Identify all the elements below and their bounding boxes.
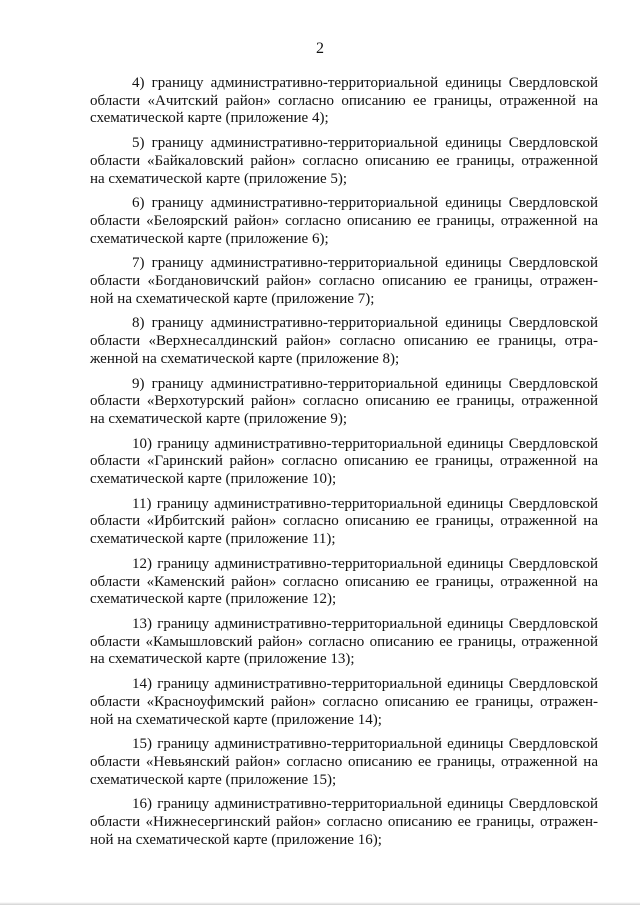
text-line: 9) границу административно-территориальной единицы Свердловской — [132, 375, 598, 392]
text-line: женной на схематической карте (приложение 8); — [90, 350, 400, 367]
text-line: схематической карте (приложение 11); — [90, 531, 336, 548]
text-line: области «Верхнесалдинский район» согласно описанию ее границы, отра- — [90, 333, 598, 350]
text-line: 8) границу административно-территориальной единицы Свердловской — [132, 315, 598, 332]
page-number: 2 — [316, 40, 324, 57]
list-item — [90, 315, 598, 368]
text-line: ной на схематической карте (приложение 16); — [90, 831, 382, 848]
text-line: области «Гаринский район» согласно описанию ее границы, отраженной на — [90, 453, 598, 470]
text-line: области «Верхотурский район» согласно описанию ее границы, отраженной — [90, 393, 598, 410]
text-line: схематической карте (приложение 6); — [90, 230, 329, 247]
text-line: схематической карте (приложение 15); — [90, 771, 337, 788]
text-line: 14) границу административно-территориальной единицы Свердловской — [132, 676, 598, 693]
text-line: области «Невьянский район» согласно описанию ее границы, отраженной на — [90, 753, 598, 770]
text-line: ной на схематической карте (приложение 14); — [90, 711, 382, 728]
list-item — [90, 135, 598, 188]
text-line: области «Ирбитский район» согласно описанию ее границы, отраженной на — [90, 513, 598, 530]
text-line: области «Каменский район» согласно описанию ее границы, отраженной на — [90, 573, 598, 590]
text-line: 11) границу административно-территориальной единицы Свердловской — [132, 495, 598, 512]
text-line: 13) границу административно-территориальной единицы Свердловской — [132, 615, 598, 632]
list-item — [90, 376, 598, 429]
text-line: 15) границу административно-территориальной единицы Свердловской — [132, 736, 598, 753]
text-line: 16) границу административно-территориальной единицы Свердловской — [132, 796, 598, 813]
text-line: области «Байкаловский район» согласно описанию ее границы, отраженной — [90, 152, 598, 169]
text-line: 4) границу административно-территориальной единицы Свердловской — [132, 75, 598, 91]
list-item — [90, 676, 598, 729]
list-item — [90, 496, 598, 549]
text-line: на схематической карте (приложение 13); — [90, 651, 355, 668]
text-line: 6) границу административно-территориальной единицы Свердловской — [132, 195, 598, 212]
text-line: 12) границу административно-территориальной единицы Свердловской — [132, 555, 598, 572]
text-line: ной на схематической карте (приложение 7); — [90, 290, 375, 307]
text-line: 10) границу административно-территориальной единицы Свердловской — [132, 435, 598, 452]
text-line: области «Богдановичский район» согласно описанию ее границы, отражен- — [90, 273, 598, 290]
list-item — [90, 796, 598, 849]
text-line: области «Нижнесергинский район» согласно описанию ее границы, отражен- — [90, 814, 598, 831]
list-item — [90, 75, 598, 128]
list-item — [90, 195, 598, 248]
text-line: 5) границу административно-территориальной единицы Свердловской — [132, 135, 598, 152]
text-line: области «Ачитский район» согласно описанию ее границы, отраженной на — [90, 92, 598, 109]
text-line: на схематической карте (приложение 9); — [90, 410, 348, 427]
text-line: области «Красноуфимский район» согласно описанию ее границы, отражен- — [90, 693, 598, 710]
text-line: на схематической карте (приложение 5); — [90, 170, 348, 187]
list-item — [90, 255, 598, 308]
text-line: 7) границу административно-территориальной единицы Свердловской — [132, 255, 598, 272]
list-item — [90, 436, 598, 489]
text-line: схематической карте (приложение 10); — [90, 471, 337, 488]
document-body — [90, 75, 598, 856]
text-line: области «Белоярский район» согласно описанию ее границы, отраженной на — [90, 212, 598, 229]
text-line: области «Камышловский район» согласно описанию ее границы, отраженной — [90, 633, 598, 650]
text-line: схематической карте (приложение 12); — [90, 591, 337, 608]
list-item — [90, 736, 598, 789]
text-line: схематической карте (приложение 4); — [90, 110, 329, 127]
list-item — [90, 616, 598, 669]
list-item — [90, 556, 598, 609]
